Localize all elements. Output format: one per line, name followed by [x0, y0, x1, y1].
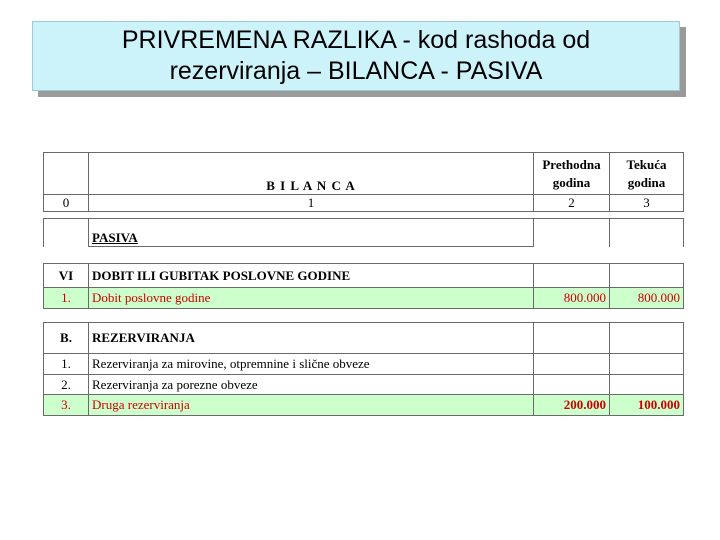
header-bilanca: B I L A N C A [89, 153, 534, 195]
bilanca-header-table [43, 152, 684, 212]
row-label: Rezerviranja za mirovine, otpremnine i slične obveze [89, 354, 534, 375]
section-vi-table [43, 263, 684, 309]
header-tekuca-godina [610, 153, 684, 195]
row-curr-value [610, 354, 684, 375]
section-vi-curr [610, 264, 684, 288]
header-col-number-1: 1 [89, 195, 534, 212]
section-vi-code: VI [44, 264, 89, 288]
header-col-number-2: 2 [534, 195, 610, 212]
header-col-number-0: 0 [44, 195, 89, 212]
section-b-prev [534, 323, 610, 354]
section-b-header-row [44, 323, 684, 354]
header-prethodna-line2: godina [552, 174, 591, 190]
row-prev-value [534, 354, 610, 375]
row-number: 3. [44, 395, 89, 416]
section-vi-title: DOBIT ILI GUBITAK POSLOVNE GODINE [89, 264, 534, 288]
row-label: Druga rezerviranja [89, 395, 534, 416]
slide-title-line1: PRIVREMENA RAZLIKA - kod rashoda od [121, 26, 591, 54]
row-number: 2. [44, 375, 89, 395]
row-prev-value: 200.000 [534, 395, 610, 416]
header-prethodna-godina [534, 153, 610, 195]
header-tekuca-line2: godina [627, 174, 666, 190]
row-prev-value [534, 375, 610, 395]
section-b-code: B. [44, 323, 89, 354]
table-row [44, 375, 684, 395]
header-tekuca-line1: Tekuća [626, 156, 667, 172]
section-b-curr [610, 323, 684, 354]
section-b-title: REZERVIRANJA [89, 323, 534, 354]
row-label: Dobit poslovne godine [89, 288, 534, 309]
header-empty-cell [44, 153, 89, 195]
row-curr-value: 800.000 [610, 288, 684, 309]
header-col-number-3: 3 [610, 195, 684, 212]
row-curr-value: 100.000 [610, 395, 684, 416]
row-number: 1. [44, 288, 89, 309]
section-vi-prev [534, 264, 610, 288]
row-curr-value [610, 375, 684, 395]
row-prev-value: 800.000 [534, 288, 610, 309]
table-row [44, 395, 684, 416]
pasiva-empty-cell [44, 219, 89, 247]
row-number: 1. [44, 354, 89, 375]
pasiva-label [89, 219, 534, 247]
row-label: Rezerviranja za porezne obveze [89, 375, 534, 395]
pasiva-table [43, 218, 684, 247]
slide-title [32, 21, 680, 91]
pasiva-label-text: PASIVA [92, 230, 138, 245]
section-vi-header-row [44, 264, 684, 288]
section-b-table [43, 322, 684, 416]
pasiva-empty-prev [534, 219, 610, 247]
header-prethodna-line1: Prethodna [542, 156, 601, 172]
table-row [44, 354, 684, 375]
slide-title-line2: rezerviranja – BILANCA - PASIVA [169, 57, 543, 85]
table-row [44, 288, 684, 309]
pasiva-empty-curr [610, 219, 684, 247]
